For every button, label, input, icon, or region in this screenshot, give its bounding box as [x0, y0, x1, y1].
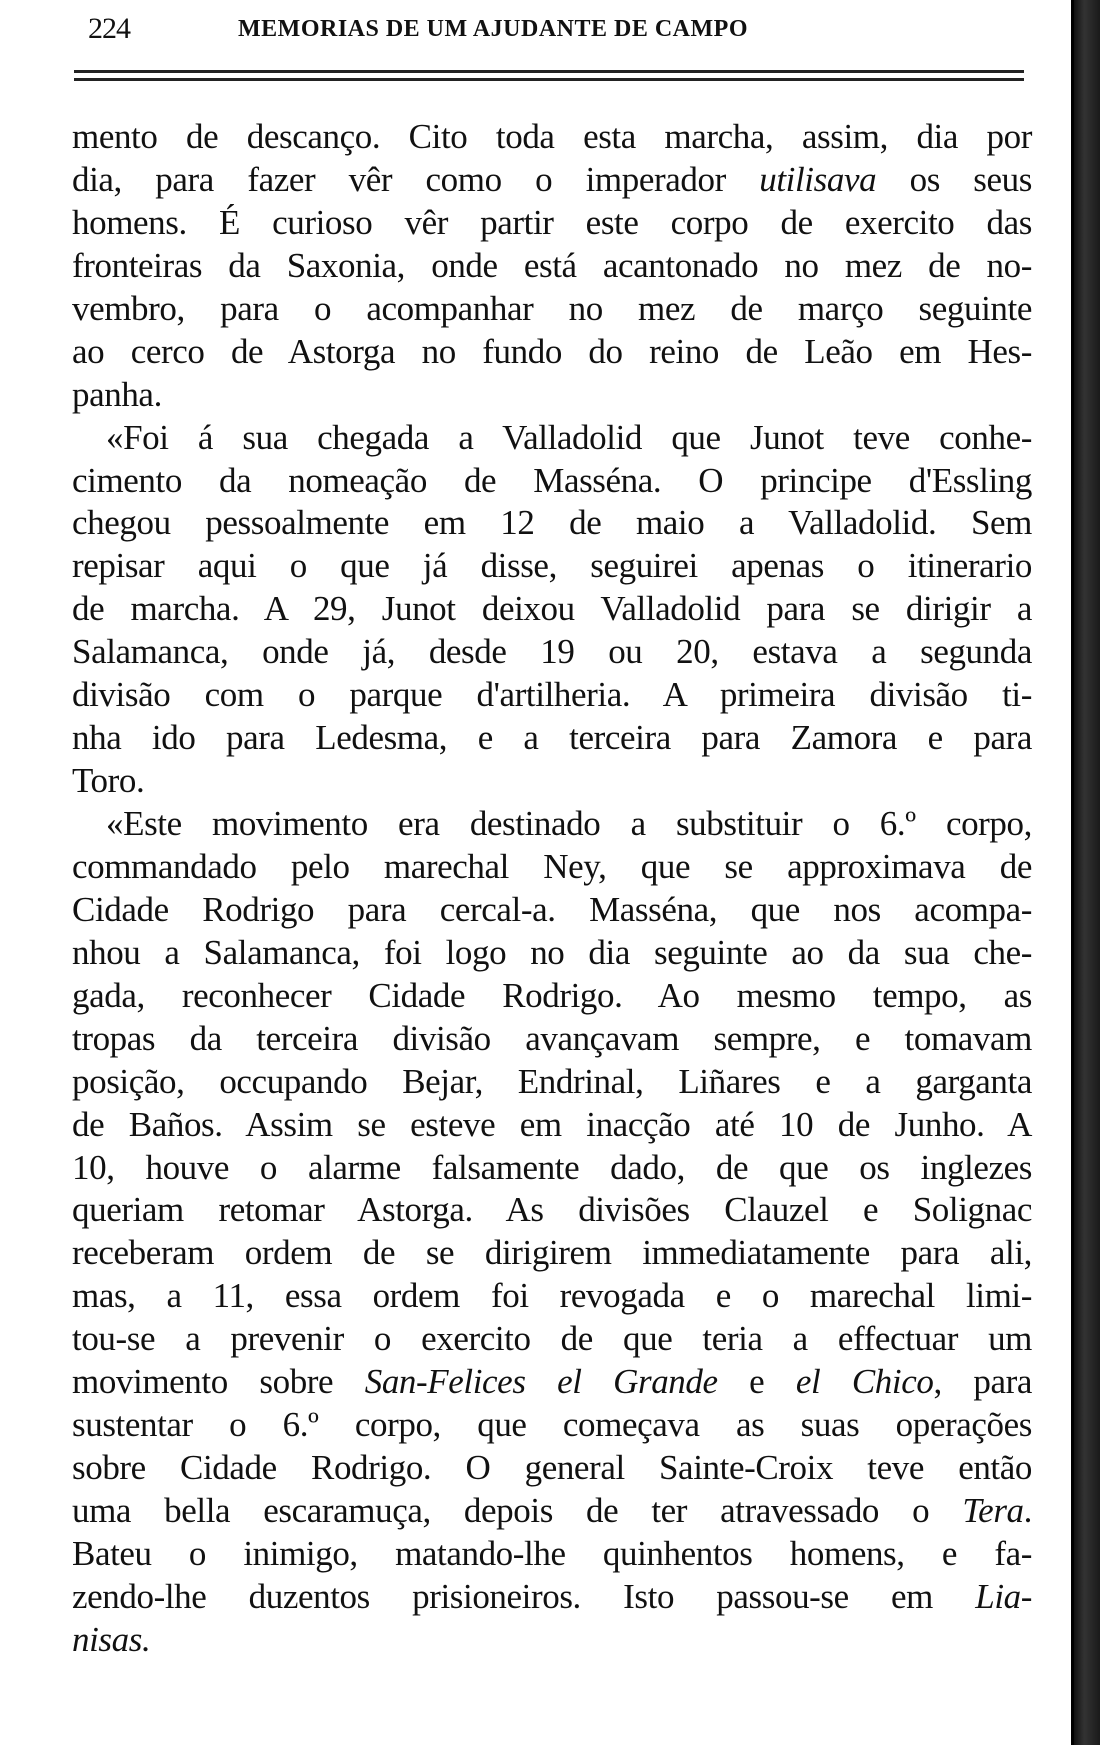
- text-segment: 10, houve o alarme falsamente dado, de que os inglezes: [72, 1147, 1032, 1187]
- text-line: [72, 545, 1032, 588]
- text-segment: dia, para fazer vêr como o imperador: [72, 159, 760, 199]
- text-segment: zendo-lhe duzentos prisioneiros. Isto passou-se em: [72, 1576, 976, 1616]
- text-segment: ao cerco de Astorga no fundo do reino de Leão em Hes-: [72, 331, 1032, 371]
- text-line: [72, 245, 1032, 288]
- text-segment: «Este movimento era destinado a substituir o 6.º corpo,: [106, 804, 1032, 843]
- text-segment: «Foi á sua chegada a Valladolid que Junot teve conhe-: [106, 417, 1032, 457]
- text-segment: fronteiras da Saxonia, onde está acantonado no mez de no-: [72, 245, 1032, 285]
- text-segment: cimento da nomeação de Masséna. O principe d'Essling: [72, 460, 1032, 500]
- text-segment: Cidade Rodrigo para cercal-a. Masséna, que nos acompa-: [72, 889, 1032, 929]
- text-line: [72, 116, 1032, 159]
- binding-edge-shadow: [1074, 0, 1100, 1745]
- text-line: [72, 631, 1032, 674]
- text-line: [72, 588, 1032, 631]
- text-line: [72, 1189, 1032, 1232]
- text-segment: receberam ordem de se dirigirem immediatamente para ali,: [72, 1233, 1032, 1273]
- text-line: [72, 1318, 1032, 1361]
- text-segment: Toro.: [72, 761, 145, 801]
- text-segment: uma bella escaramuça, depois de ter atravessado o: [72, 1491, 963, 1530]
- text-line: [72, 1104, 1032, 1147]
- text-segment: commandado pelo marechal Ney, que se approximava de: [72, 846, 1032, 886]
- text-line: [72, 932, 1032, 975]
- text-line: [72, 1275, 1032, 1318]
- text-line: [72, 760, 1032, 803]
- text-segment: mas, a 11, essa ordem foi revogada e o marechal limi-: [72, 1276, 1032, 1316]
- text-line: [72, 1232, 1032, 1275]
- text-line: [72, 1404, 1032, 1447]
- text-line: [72, 889, 1032, 932]
- text-segment: os seus: [876, 159, 1032, 199]
- text-segment: .: [1023, 1491, 1032, 1530]
- text-segment: posição, occupando Bejar, Endrinal, Liñares e a garganta: [72, 1061, 1032, 1101]
- text-line: [72, 1576, 1032, 1619]
- text-segment: movimento sobre: [72, 1362, 365, 1402]
- text-segment: sustentar o 6.º corpo, que começava as suas operações: [72, 1405, 1032, 1445]
- text-line: [72, 717, 1032, 760]
- text-line: [72, 975, 1032, 1018]
- text-segment: tou-se a prevenir o exercito de que teria a effectuar um: [72, 1319, 1032, 1359]
- text-segment: mento de descanço. Cito toda esta marcha, assim, dia por: [72, 117, 1032, 156]
- italic-text: Lia-: [975, 1576, 1032, 1616]
- text-line: [72, 1061, 1032, 1104]
- text-segment: divisão com o parque d'artilheria. A primeira divisão ti-: [72, 675, 1032, 715]
- text-line: [72, 1018, 1032, 1061]
- body-text: [72, 116, 1032, 1662]
- page-number: 224: [88, 12, 130, 45]
- text-line: [72, 202, 1032, 245]
- text-segment: gada, reconhecer Cidade Rodrigo. Ao mesmo tempo, as: [72, 975, 1032, 1015]
- text-segment: chegou pessoalmente em 12 de maio a Valladolid. Sem: [72, 503, 1032, 543]
- italic-text: el Chico: [795, 1362, 934, 1402]
- text-line: [72, 460, 1032, 503]
- header-rule-top: [74, 70, 1024, 73]
- text-line: [72, 674, 1032, 717]
- text-line: [72, 417, 1032, 460]
- text-segment: nhou a Salamanca, foi logo no dia seguinte ao da sua che-: [72, 932, 1032, 972]
- text-line: [72, 1147, 1032, 1190]
- text-segment: , para: [933, 1362, 1032, 1402]
- running-title: MEMORIAS DE UM AJUDANTE DE CAMPO: [238, 16, 748, 42]
- italic-text: Tera: [962, 1491, 1024, 1530]
- text-line: [72, 331, 1032, 374]
- italic-text: nisas.: [72, 1619, 151, 1659]
- text-line: [72, 374, 1032, 417]
- text-segment: vembro, para o acompanhar no mez de março seguinte: [72, 288, 1032, 328]
- text-line: [72, 846, 1032, 889]
- text-segment: homens. É curioso vêr partir este corpo de exercito das: [72, 202, 1032, 242]
- text-segment: panha.: [72, 374, 162, 414]
- text-segment: e: [717, 1362, 796, 1402]
- text-line: [72, 159, 1032, 202]
- text-line: [72, 1361, 1032, 1404]
- text-line: [72, 1533, 1032, 1576]
- italic-text: utilisava: [759, 159, 877, 199]
- text-line: [72, 1447, 1032, 1490]
- text-segment: nha ido para Ledesma, e a terceira para Zamora e para: [72, 718, 1032, 758]
- text-segment: Bateu o inimigo, matando-lhe quinhentos homens, e fa-: [72, 1533, 1032, 1573]
- italic-text: San-Felices el Grande: [364, 1362, 718, 1402]
- text-line: [72, 803, 1032, 846]
- text-line: [72, 288, 1032, 331]
- text-segment: Salamanca, onde já, desde 19 ou 20, estava a segunda: [72, 632, 1032, 672]
- header-rule-bottom: [74, 78, 1024, 81]
- text-line: [72, 1490, 1032, 1533]
- text-segment: queriam retomar Astorga. As divisões Clauzel e Solignac: [72, 1190, 1032, 1230]
- text-line: [72, 502, 1032, 545]
- text-segment: de Baños. Assim se esteve em inacção até 10 de Junho. A: [72, 1104, 1032, 1144]
- text-segment: de marcha. A 29, Junot deixou Valladolid para se dirigir a: [72, 589, 1032, 629]
- text-segment: repisar aqui o que já disse, seguirei apenas o itinerario: [72, 546, 1032, 586]
- text-line: [72, 1619, 1032, 1662]
- text-segment: tropas da terceira divisão avançavam sempre, e tomavam: [72, 1018, 1032, 1058]
- text-segment: sobre Cidade Rodrigo. O general Sainte-Croix teve então: [72, 1448, 1032, 1488]
